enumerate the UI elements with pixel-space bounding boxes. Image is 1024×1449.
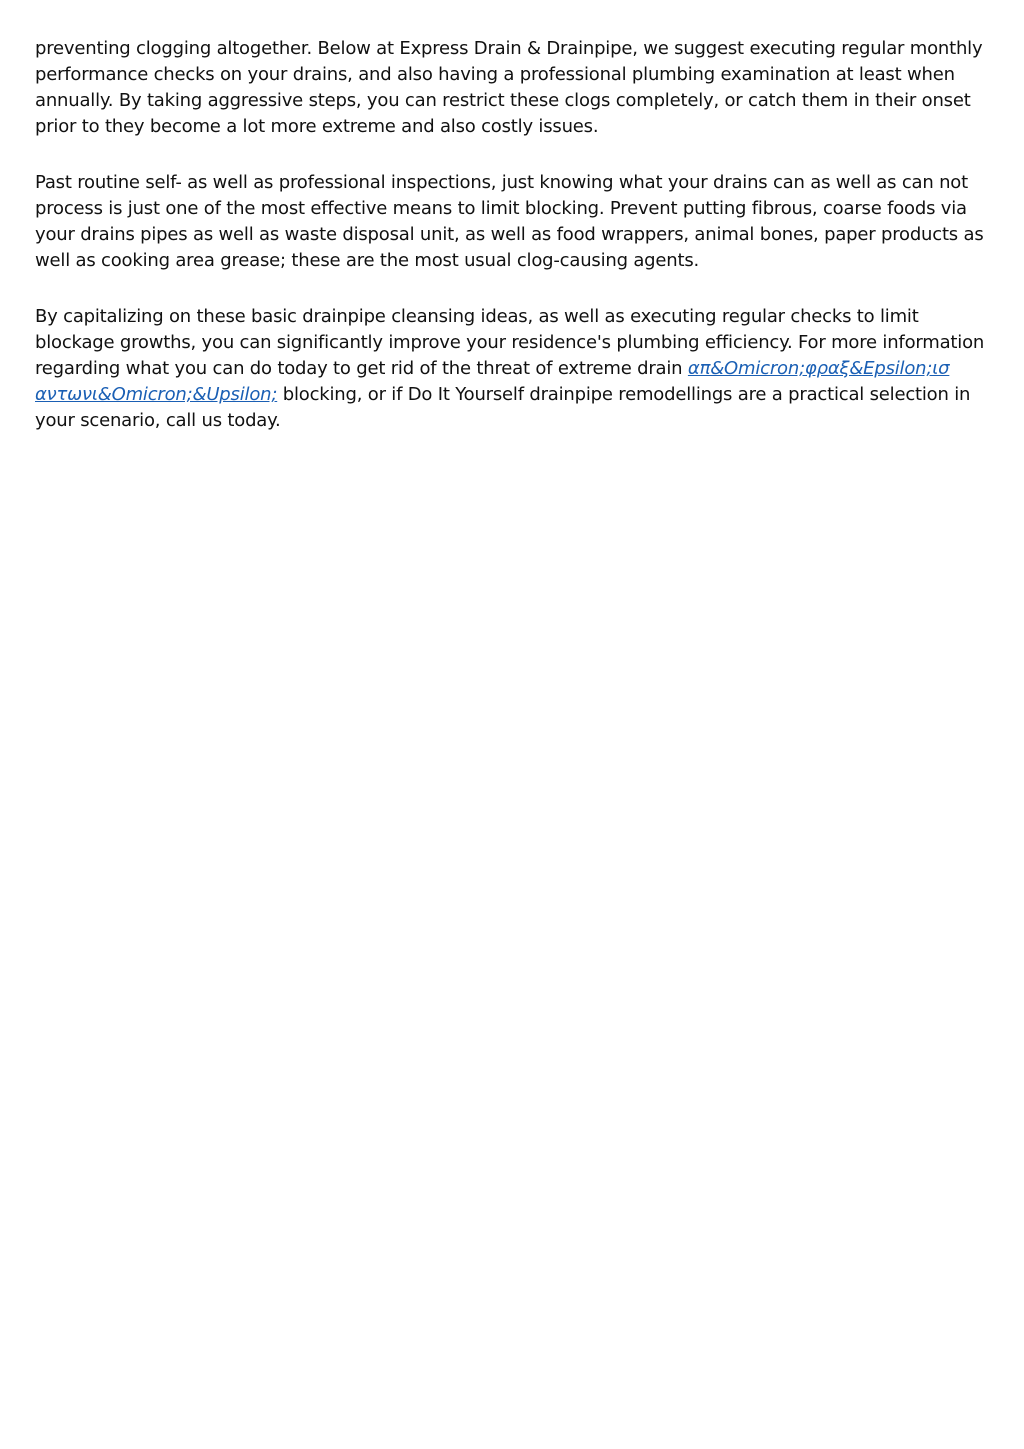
paragraph-3-text-before: By capitalizing on these basic drainpipe cleansing ideas, as well as executing regular checks to limit blockage growths, you can significantly improve your residence's plumbing efficiency. For more information regarding what you can do today to get rid of the threat of extreme drain [35, 306, 985, 379]
paragraph-3-text-after: blocking, or if Do It Yourself drainpipe remodellings are a practical selection in your scenario, call us today. [35, 384, 971, 431]
article-body [35, 36, 995, 464]
paragraph-2: Past routine self- as well as professional inspections, just knowing what your drains can as well as can not process is just one of the most effective means to limit blocking. Prevent putting fibrous, coarse foods via your drains pipes as well as waste disposal unit, as well as food wrappers, animal bones, paper products as well as cooking area grease; these are the most usual clog-causing agents. [35, 172, 984, 271]
paragraph-1: preventing clogging altogether. Below at Express Drain & Drainpipe, we suggest executing regular monthly performance checks on your drains, and also having a professional plumbing examination at least when annually. By taking aggressive steps, you can restrict these clogs completely, or catch them in their onset prior to they become a lot more extreme and also costly issues. [35, 38, 983, 137]
drain-unclogging-link[interactable]: απ&Omicron;φραξ&Epsilon;ισ αντωνι&Omicron;&Upsilon; [35, 358, 950, 405]
paragraph-3 [35, 304, 995, 434]
